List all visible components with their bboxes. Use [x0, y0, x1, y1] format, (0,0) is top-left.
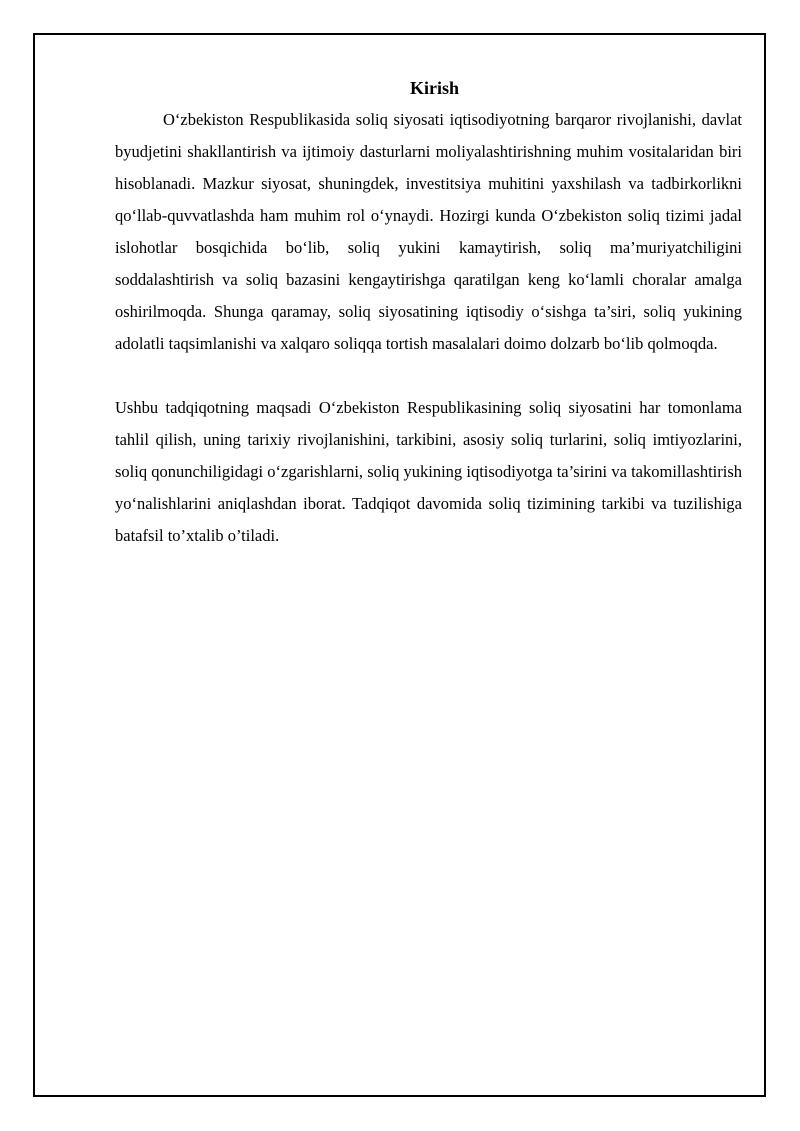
section-title: Kirish — [409, 78, 459, 98]
paragraph-aim: Ushbu tadqiqotning maqsadi O‘zbekiston Respublikasining soliq siyosatini har tomonlama tahlil qilish, uning tarixiy rivojlanishini, tarkibini, asosiy soliq turlarini, soliq imtiyozlarini, soliq qonunchiligidagi o‘zgarishlarni, soliq yukining iqtisodiyotga ta’sirini va takomillashtirish yo‘nalishlarini aniqlashdan iborat. Tadqiqot davomida soliq tizimining tarkibi va tuzilishiga batafsil to’xtalib o’tiladi. — [115, 398, 742, 545]
paragraph-intro: O‘zbekiston Respublikasida soliq siyosati iqtisodiyotning barqaror rivojlanishi, davlat byudjetini shakllantirish va ijtimoiy dasturlarni moliyalashtirishning muhim vositalaridan biri hisoblanadi. Mazkur siyosat, shuningdek, investitsiya muhitini yaxshilash va tadbirkorlikni qo‘llab-quvvatlashda ham muhim rol o‘ynaydi. Hozirgi kunda O‘zbekiston soliq tizimi jadal islohotlar bosqichida bo‘lib, soliq yukini kamaytirish, soliq ma’muriyatchiligini soddalashtirish va soliq bazasini kengaytirishga qaratilgan keng ko‘lamli choralar amalga oshirilmoqda. Shunga qaramay, soliq siyosatining iqtisodiy o‘sishga ta’siri, soliq yukining adolatli taqsimlanishi va xalqaro soliqqa tortish masalalari doimo dolzarb bo‘lib qolmoqda. — [115, 110, 742, 353]
document-body — [115, 74, 742, 552]
